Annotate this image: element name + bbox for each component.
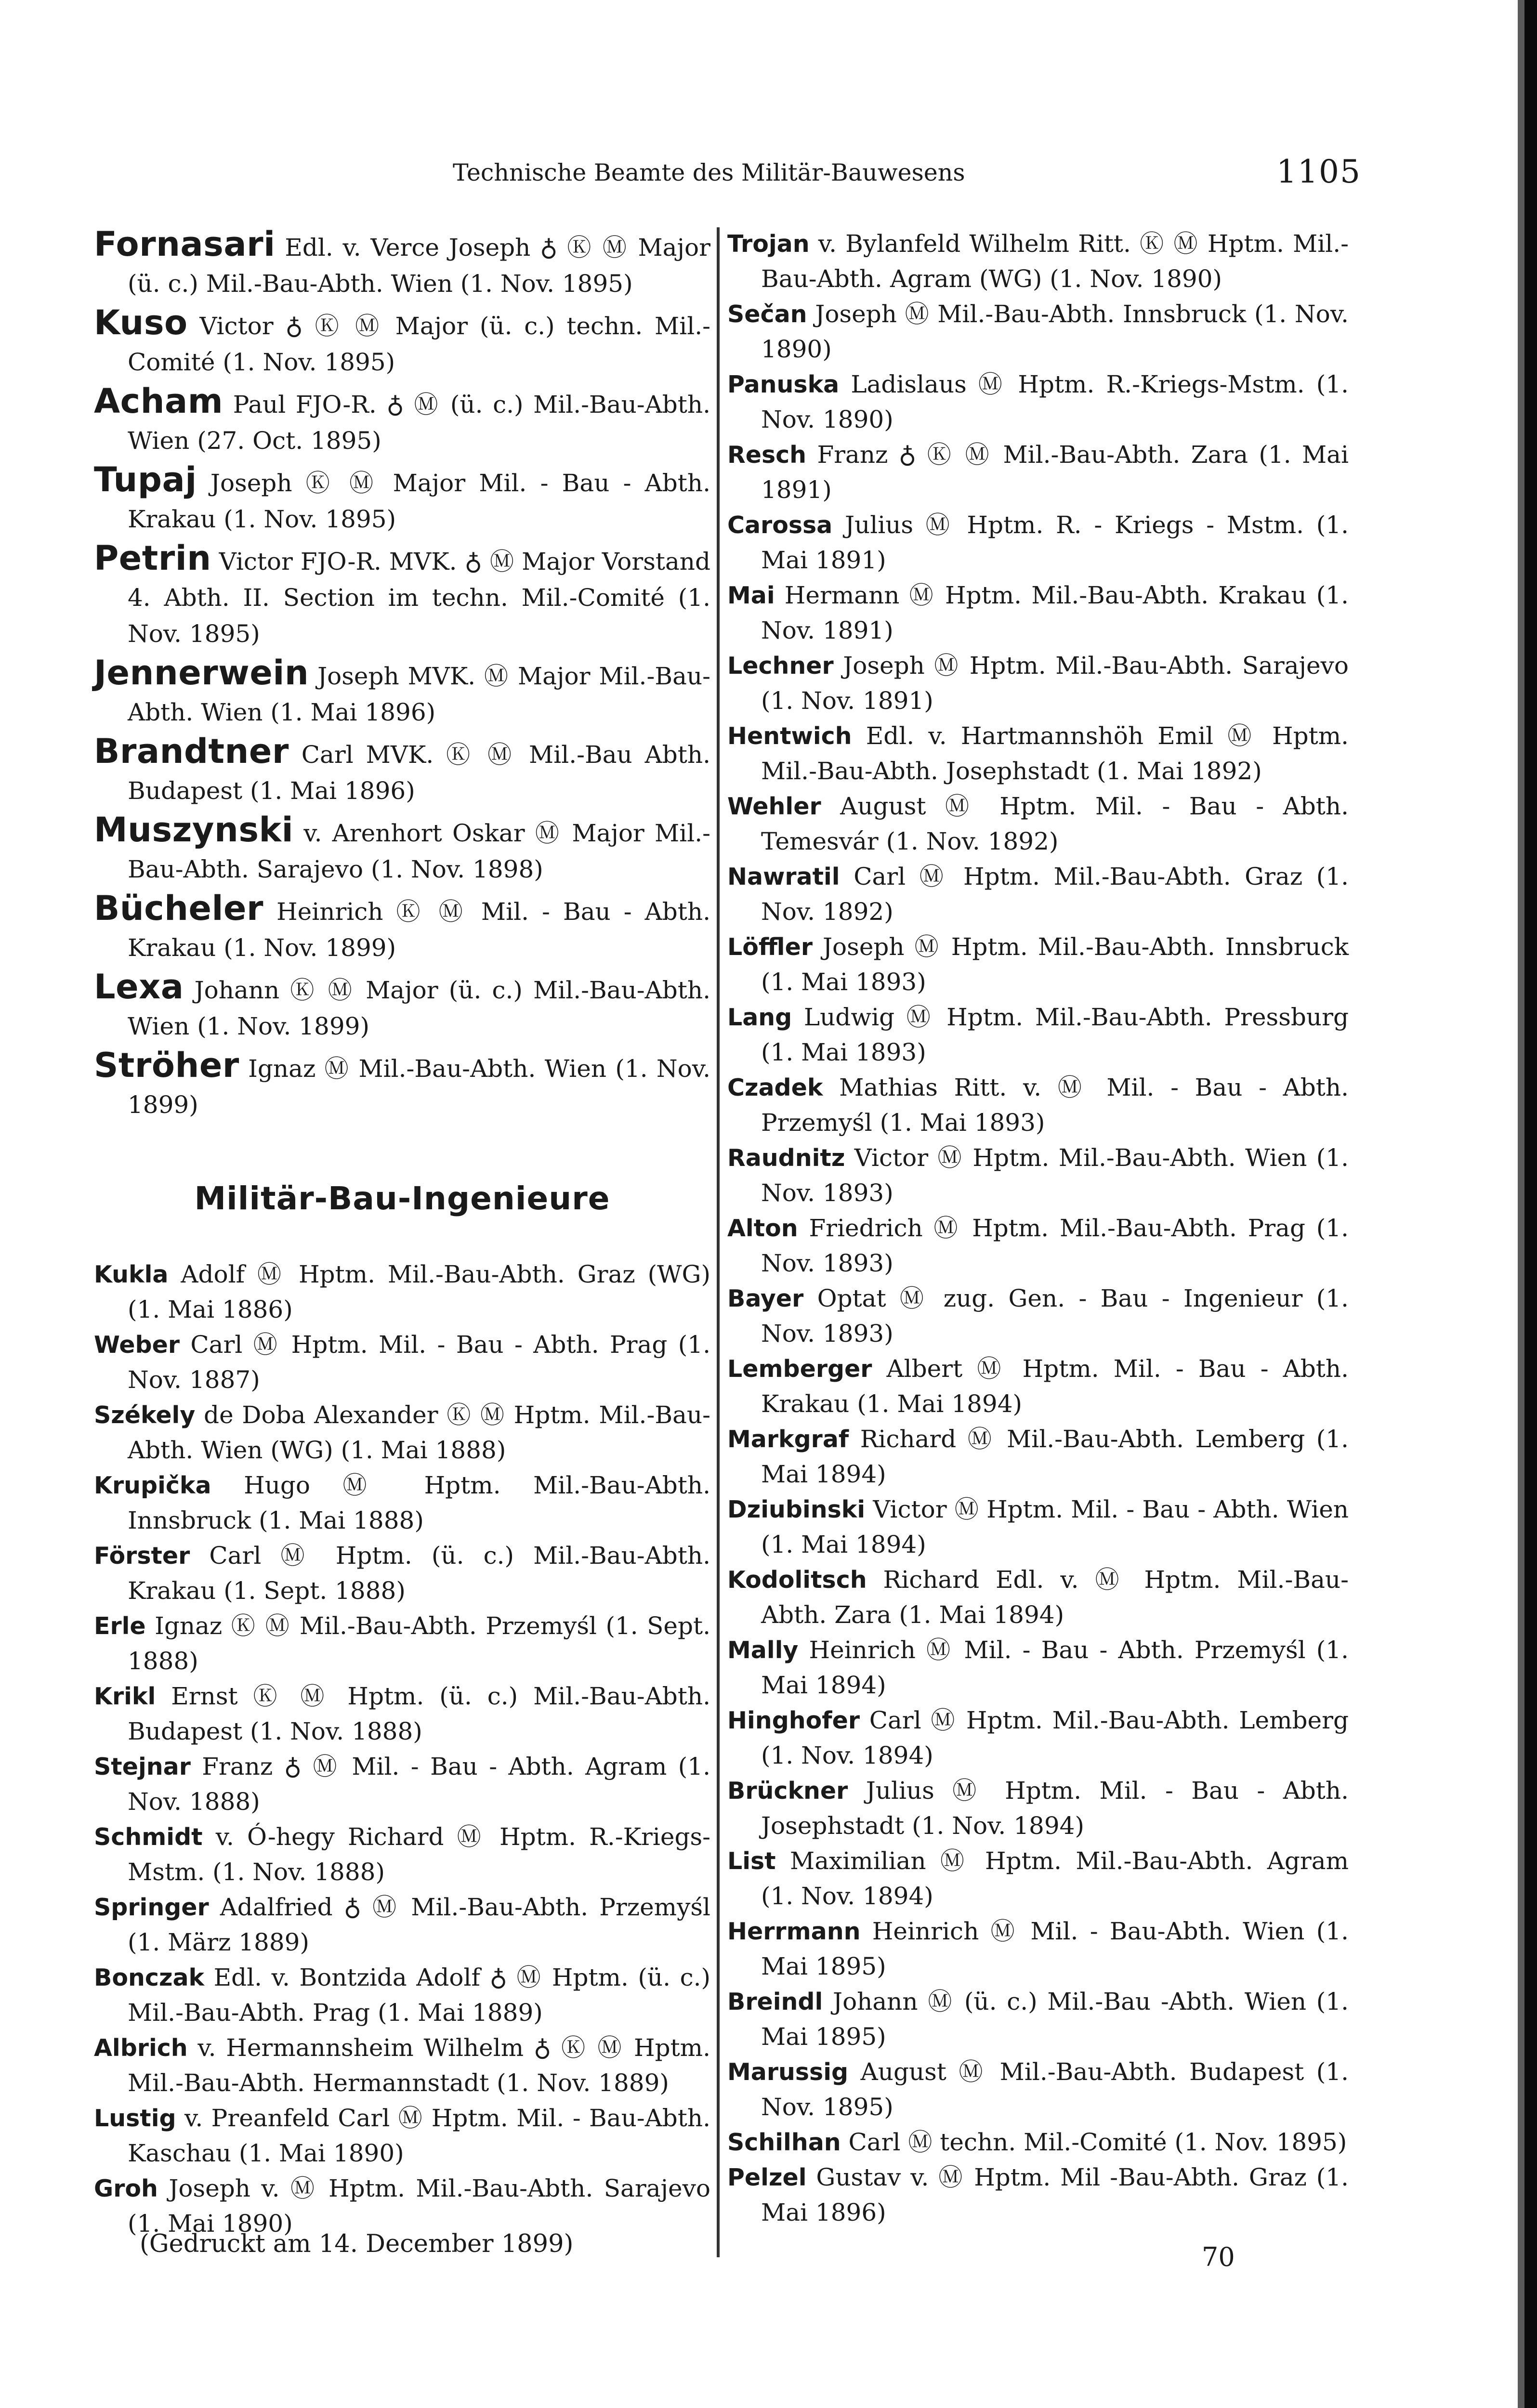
senior-officers-list <box>94 226 710 1123</box>
entry-surname: Albrich <box>94 2034 188 2062</box>
entry-details: Ladislaus Ⓜ Hptm. R.-Kriegs-Mstm. (1. Nov. 1890) <box>761 370 1349 433</box>
entry-surname: Carossa <box>727 511 833 539</box>
entry-details: Victor FJO-R. MVK. ♁ Ⓜ Major Vorstand 4. Abth. II. Section im techn. Mil.-Comité (1. Nov. 1895) <box>128 548 710 648</box>
register-entry <box>727 1351 1349 1422</box>
entry-surname: Springer <box>94 1894 209 1921</box>
register-entry <box>94 890 710 966</box>
entry-surname: Wehler <box>727 793 821 820</box>
register-entry <box>727 1000 1349 1070</box>
entry-surname: Petrin <box>94 538 211 578</box>
register-entry <box>727 1984 1349 2055</box>
entry-details: Ernst Ⓚ Ⓜ Hptm. (ü. c.) Mil.-Bau-Abth. Budapest (1. Nov. 1888) <box>128 1682 710 1745</box>
entry-details: Julius Ⓜ Hptm. Mil. - Bau - Abth. Josephstadt (1. Nov. 1894) <box>761 1777 1349 1840</box>
register-entry <box>727 859 1349 929</box>
entry-details: Johann Ⓜ (ü. c.) Mil.-Bau -Abth. Wien (1. Mai 1895) <box>761 1988 1349 2051</box>
entry-surname: Markgraf <box>727 1426 849 1453</box>
register-entry <box>727 1914 1349 1984</box>
register-entry <box>94 1257 710 1327</box>
entry-details: Ludwig Ⓜ Hptm. Mil.-Bau-Abth. Pressburg (1. Mai 1893) <box>761 1003 1349 1066</box>
entry-details: v. Bylanfeld Wilhelm Ritt. Ⓚ Ⓜ Hptm. Mil.-Bau-Abth. Agram (WG) (1. Nov. 1890) <box>761 230 1349 293</box>
entry-details: Gustav v. Ⓜ Hptm. Mil -Bau-Abth. Graz (1. Mai 1896) <box>761 2163 1349 2226</box>
entry-details: Heinrich Ⓚ Ⓜ Mil. - Bau - Abth. Krakau (1. Nov. 1899) <box>128 898 710 962</box>
entry-surname: Weber <box>94 1331 180 1359</box>
register-entry <box>94 226 710 302</box>
entry-surname: Lemberger <box>727 1355 872 1383</box>
entry-details: Adolf Ⓜ Hptm. Mil.-Bau-Abth. Graz (WG) (1. Mai 1886) <box>128 1260 710 1323</box>
register-entry <box>727 648 1349 719</box>
entry-surname: Mally <box>727 1636 799 1664</box>
entry-details: Richard Ⓜ Mil.-Bau-Abth. Lemberg (1. Mai 1894) <box>761 1425 1349 1488</box>
register-entry <box>94 1679 710 1749</box>
entry-details: Hermann Ⓜ Hptm. Mil.-Bau-Abth. Krakau (1. Nov. 1891) <box>761 581 1349 644</box>
entry-details: Richard Edl. v. Ⓜ Hptm. Mil.-Bau-Abth. Zara (1. Mai 1894) <box>761 1566 1349 1629</box>
entry-surname: Muszynski <box>94 810 294 850</box>
register-entry <box>727 1492 1349 1562</box>
register-entry <box>727 297 1349 367</box>
register-entry <box>727 2125 1349 2160</box>
entry-surname: Marussig <box>727 2058 849 2086</box>
register-entry <box>727 719 1349 789</box>
register-entry <box>727 578 1349 648</box>
entry-details: Carl Ⓜ techn. Mil.-Comité (1. Nov. 1895) <box>841 2128 1347 2156</box>
entry-details: Maximilian Ⓜ Hptm. Mil.-Bau-Abth. Agram (1. Nov. 1894) <box>761 1847 1349 1910</box>
entry-details: Edl. v. Hartmannshöh Emil Ⓜ Hptm. Mil.-Bau-Abth. Josephstadt (1. Mai 1892) <box>761 722 1349 785</box>
entry-details: Franz ♁ Ⓜ Mil. - Bau - Abth. Agram (1. Nov. 1888) <box>128 1753 710 1816</box>
register-entry <box>727 1703 1349 1773</box>
page-number: 1105 <box>1276 153 1361 190</box>
entry-surname: Tupaj <box>94 460 197 499</box>
register-entry <box>727 437 1349 508</box>
entry-surname: Schmidt <box>94 1823 203 1851</box>
entry-details: Joseph MVK. Ⓜ Major Mil.-Bau-Abth. Wien (1. Mai 1896) <box>128 662 710 726</box>
register-entry <box>94 1468 710 1538</box>
entry-surname: Kodolitsch <box>727 1566 867 1594</box>
entry-details: Carl Ⓜ Hptm. Mil. - Bau - Abth. Prag (1. Nov. 1887) <box>128 1331 710 1394</box>
column-divider <box>717 227 720 2257</box>
entry-surname: Bayer <box>727 1285 804 1312</box>
entry-surname: Alton <box>727 1215 798 1242</box>
entry-surname: Kukla <box>94 1261 169 1288</box>
entry-details: Victor Ⓜ Hptm. Mil. - Bau - Abth. Wien (1. Mai 1894) <box>761 1495 1349 1558</box>
register-entry <box>94 655 710 731</box>
entry-surname: Nawratil <box>727 863 840 890</box>
register-entry <box>727 789 1349 859</box>
register-entry <box>94 1819 710 1890</box>
entry-surname: Hinghofer <box>727 1707 860 1734</box>
register-entry <box>94 540 710 652</box>
entry-surname: Panuska <box>727 371 840 398</box>
entry-surname: Mai <box>727 582 775 609</box>
register-entry <box>94 2101 710 2171</box>
entry-surname: Dziubinski <box>727 1496 866 1523</box>
engineers-list-right <box>727 226 1349 2230</box>
entry-details: Paul FJO-R. ♁ Ⓜ (ü. c.) Mil.-Bau-Abth. Wien (27. Oct. 1895) <box>128 391 710 455</box>
register-entry <box>94 1749 710 1819</box>
entry-details: Victor ♁ Ⓚ Ⓜ Major (ü. c.) techn. Mil.-Comité (1. Nov. 1895) <box>128 312 710 376</box>
entry-surname: Trojan <box>727 230 810 258</box>
entry-surname: Sečan <box>727 301 807 328</box>
entry-surname: Krupička <box>94 1472 211 1499</box>
register-entry <box>727 1140 1349 1211</box>
page-edge <box>1524 0 1537 2408</box>
entry-details: Edl. v. Verce Joseph ♁ Ⓚ Ⓜ Major (ü. c.) Mil.-Bau-Abth. Wien (1. Nov. 1895) <box>128 234 710 298</box>
entry-surname: Brückner <box>727 1777 848 1805</box>
register-entry <box>94 1047 710 1123</box>
entry-details: Julius Ⓜ Hptm. R. - Kriegs - Mstm. (1. Mai 1891) <box>761 511 1349 574</box>
register-entry <box>727 1422 1349 1492</box>
page-edge-shadow <box>1518 0 1524 2408</box>
register-entry <box>727 1070 1349 1140</box>
entry-details: v. Hermannsheim Wilhelm ♁ Ⓚ Ⓜ Hptm. Mil.-Bau-Abth. Hermannstadt (1. Nov. 1889) <box>128 2034 710 2097</box>
register-entry <box>727 1562 1349 1633</box>
register-entry <box>94 1960 710 2030</box>
entry-surname: Brandtner <box>94 732 289 771</box>
register-entry <box>94 305 710 380</box>
register-entry <box>94 383 710 459</box>
entry-details: Optat Ⓜ zug. Gen. - Bau - Ingenieur (1. Nov. 1893) <box>761 1284 1349 1348</box>
entry-details: Joseph Ⓜ Hptm. Mil.-Bau-Abth. Innsbruck (1. Mai 1893) <box>761 933 1349 996</box>
entry-details: Franz ♁ Ⓚ Ⓜ Mil.-Bau-Abth. Zara (1. Mai 1891) <box>761 441 1349 504</box>
register-entry <box>94 2030 710 2101</box>
register-entry <box>94 1327 710 1398</box>
register-entry <box>727 929 1349 1000</box>
register-entry <box>94 1890 710 1960</box>
entry-surname: Pelzel <box>727 2164 807 2191</box>
entry-surname: Jennerwein <box>94 653 309 693</box>
entry-surname: Czadek <box>727 1074 823 1101</box>
entry-surname: Löffler <box>727 933 813 961</box>
running-header: Technische Beamte des Militär-Bauwesens <box>453 159 965 186</box>
entry-surname: Hentwich <box>727 722 852 750</box>
entry-details: Joseph Ⓚ Ⓜ Major Mil. - Bau - Abth. Krakau (1. Nov. 1895) <box>128 469 710 533</box>
entry-surname: Herrmann <box>727 1918 861 1945</box>
entry-details: Joseph v. Ⓜ Hptm. Mil.-Bau-Abth. Sarajevo (1. Mai 1890) <box>128 2174 710 2238</box>
register-entry <box>727 367 1349 437</box>
entry-surname: Lustig <box>94 2105 176 2132</box>
entry-surname: Förster <box>94 1542 190 1570</box>
entry-surname: Székely <box>94 1401 196 1429</box>
entry-surname: Lexa <box>94 967 184 1007</box>
left-column <box>94 226 710 2241</box>
register-entry <box>727 1633 1349 1703</box>
entry-surname: Lechner <box>727 652 834 680</box>
entry-details: Albert Ⓜ Hptm. Mil. - Bau - Abth. Krakau (1. Mai 1894) <box>761 1355 1349 1418</box>
entry-details: Hugo Ⓜ Hptm. Mil.-Bau-Abth. Innsbruck (1. Mai 1888) <box>128 1471 710 1534</box>
register-entry <box>94 462 710 537</box>
register-entry <box>94 733 710 809</box>
register-entry <box>94 1398 710 1468</box>
entry-details: August Ⓜ Mil.-Bau-Abth. Budapest (1. Nov. 1895) <box>761 2058 1349 2121</box>
register-entry <box>94 1538 710 1609</box>
entry-surname: Bücheler <box>94 889 263 928</box>
entry-details: Carl Ⓜ Hptm. Mil.-Bau-Abth. Graz (1. Nov. 1892) <box>761 863 1349 926</box>
entry-details: v. Preanfeld Carl Ⓜ Hptm. Mil. - Bau-Abth. Kaschau (1. Mai 1890) <box>128 2104 710 2167</box>
entry-details: Johann Ⓚ Ⓜ Major (ü. c.) Mil.-Bau-Abth. Wien (1. Nov. 1899) <box>128 976 710 1040</box>
entry-surname: Lang <box>727 1004 792 1031</box>
entry-surname: Schilhan <box>727 2129 841 2156</box>
entry-details: Carl Ⓜ Hptm. Mil.-Bau-Abth. Lemberg (1. Nov. 1894) <box>761 1706 1349 1769</box>
register-entry <box>727 226 1349 297</box>
print-date-note: (Gedruckt am 14. December 1899) <box>140 2230 574 2258</box>
entry-details: Heinrich Ⓜ Mil. - Bau-Abth. Wien (1. Mai 1895) <box>761 1917 1349 1980</box>
entry-details: Ignaz Ⓜ Mil.-Bau-Abth. Wien (1. Nov. 1899) <box>128 1055 710 1119</box>
entry-surname: Erle <box>94 1612 146 1640</box>
entry-surname: Breindl <box>727 1988 823 2015</box>
entry-surname: Stejnar <box>94 1753 191 1780</box>
entry-details: de Doba Alexander Ⓚ Ⓜ Hptm. Mil.-Bau-Abth. Wien (WG) (1. Mai 1888) <box>128 1401 710 1464</box>
register-entry <box>727 2160 1349 2230</box>
entry-details: August Ⓜ Hptm. Mil. - Bau - Abth. Temesvár (1. Nov. 1892) <box>761 792 1349 855</box>
register-entry <box>727 1844 1349 1914</box>
register-entry <box>94 812 710 888</box>
entry-surname: List <box>727 1847 776 1875</box>
entry-details: v. Ó-hegy Richard Ⓜ Hptm. R.-Kriegs-Mstm. (1. Nov. 1888) <box>128 1823 710 1886</box>
entry-surname: Resch <box>727 441 807 469</box>
entry-surname: Kuso <box>94 303 188 342</box>
register-entry <box>727 1773 1349 1844</box>
register-entry <box>94 969 710 1045</box>
entry-details: Carl Ⓜ Hptm. (ü. c.) Mil.-Bau-Abth. Krakau (1. Sept. 1888) <box>128 1542 710 1605</box>
register-entry <box>727 2055 1349 2125</box>
register-entry <box>727 508 1349 578</box>
entry-details: Edl. v. Bontzida Adolf ♁ Ⓜ Hptm. (ü. c.) Mil.-Bau-Abth. Prag (1. Mai 1889) <box>128 1963 710 2027</box>
entry-details: Adalfried ♁ Ⓜ Mil.-Bau-Abth. Przemyśl (1. März 1889) <box>128 1893 710 1956</box>
right-column <box>727 226 1349 2230</box>
entry-surname: Raudnitz <box>727 1144 845 1172</box>
entry-surname: Fornasari <box>94 224 276 264</box>
entry-surname: Ströher <box>94 1046 239 1085</box>
entry-surname: Acham <box>94 381 223 421</box>
entry-details: Joseph Ⓜ Mil.-Bau-Abth. Innsbruck (1. Nov. 1890) <box>761 300 1349 363</box>
register-entry <box>727 1211 1349 1281</box>
entry-details: Ignaz Ⓚ Ⓜ Mil.-Bau-Abth. Przemyśl (1. Sept. 1888) <box>128 1612 710 1675</box>
entry-surname: Krikl <box>94 1683 156 1710</box>
entry-details: Heinrich Ⓜ Mil. - Bau - Abth. Przemyśl (1. Mai 1894) <box>761 1636 1349 1699</box>
entry-details: v. Arenhort Oskar Ⓜ Major Mil.-Bau-Abth. Sarajevo (1. Nov. 1898) <box>128 819 710 883</box>
entry-surname: Groh <box>94 2175 158 2202</box>
register-entry <box>94 1609 710 1679</box>
section-heading: Militär-Bau-Ingenieure <box>194 1180 610 1217</box>
signature-mark: 70 <box>1202 2242 1235 2272</box>
register-entry <box>727 1281 1349 1351</box>
entry-details: Joseph Ⓜ Hptm. Mil.-Bau-Abth. Sarajevo (1. Nov. 1891) <box>761 652 1349 715</box>
entry-details: Mathias Ritt. v. Ⓜ Mil. - Bau - Abth. Przemyśl (1. Mai 1893) <box>761 1073 1349 1137</box>
engineers-list-left <box>94 1257 710 2241</box>
entry-details: Carl MVK. Ⓚ Ⓜ Mil.-Bau Abth. Budapest (1. Mai 1896) <box>128 741 710 805</box>
entry-surname: Bonczak <box>94 1964 205 1991</box>
entry-details: Friedrich Ⓜ Hptm. Mil.-Bau-Abth. Prag (1. Nov. 1893) <box>761 1214 1349 1277</box>
entry-details: Victor Ⓜ Hptm. Mil.-Bau-Abth. Wien (1. Nov. 1893) <box>761 1144 1349 1207</box>
